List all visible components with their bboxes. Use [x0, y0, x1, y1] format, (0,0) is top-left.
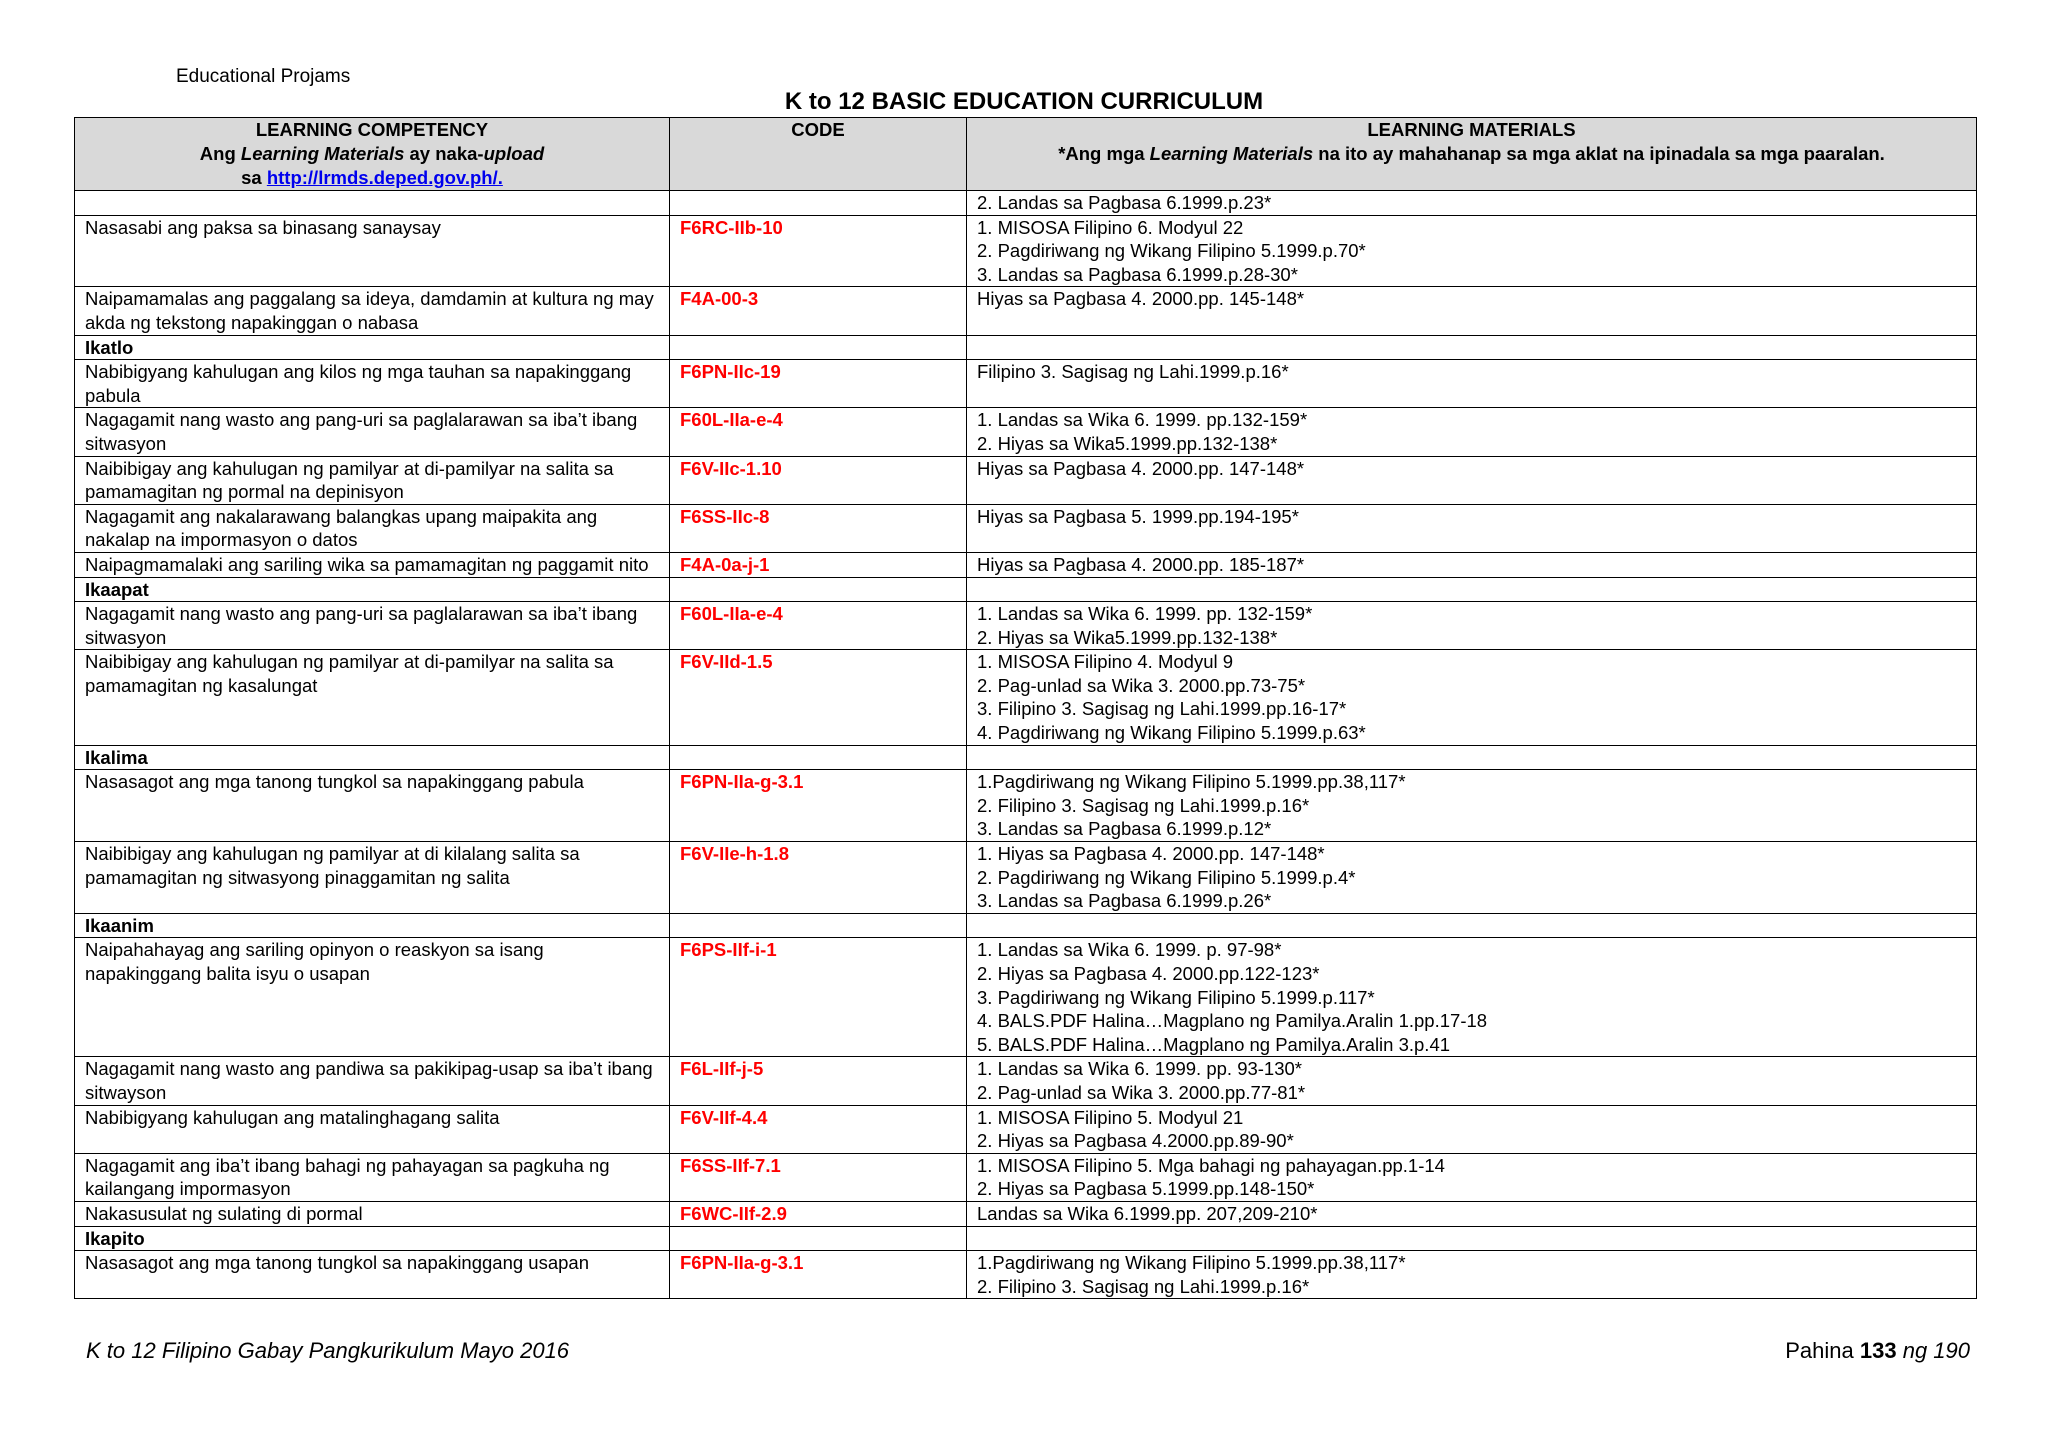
material-item: 3. Landas sa Pagbasa 6.1999.p.26*: [977, 890, 1272, 912]
material-item: 2. Filipino 3. Sagisag ng Lahi.1999.p.16*: [977, 794, 1310, 816]
competency-cell: Nabibigyang kahulugan ang matalinghagang salita: [75, 1105, 670, 1153]
table-row: [75, 650, 1977, 745]
material-item: Filipino 3. Sagisag ng Lahi.1999.p.16*: [977, 361, 1289, 383]
materials-cell: [967, 215, 1977, 287]
materials-cell: [967, 552, 1977, 577]
material-item: 1. Landas sa Wika 6. 1999. pp. 93-130*: [977, 1058, 1302, 1080]
material-item: 1. Landas sa Wika 6. 1999. p. 97-98*: [977, 939, 1282, 961]
code-cell: F6RC-IIb-10: [670, 215, 967, 287]
section-label: Ikapito: [75, 1226, 670, 1251]
table-row: [75, 602, 1977, 650]
material-item: 2. Hiyas sa Pagbasa 4. 2000.pp.122-123*: [977, 963, 1320, 984]
table-row: [75, 770, 1977, 842]
competency-cell: Naipamamalas ang paggalang sa ideya, damdamin at kultura ng may akda ng tekstong napakinggan o nabasa: [75, 287, 670, 335]
section-label: Ikaapat: [75, 577, 670, 602]
materials-cell: [967, 1251, 1977, 1299]
material-item: 1. MISOSA Filipino 5. Mga bahagi ng pahayagan.pp.1-14: [977, 1154, 1445, 1176]
page-number: Pahina 133 ng 190: [1785, 1338, 1970, 1363]
code-cell: F6PN-IIa-g-3.1: [670, 770, 967, 842]
code-cell: F60L-IIa-e-4: [670, 408, 967, 456]
material-item: 3. Pagdiriwang ng Wikang Filipino 5.1999.p.117*: [977, 986, 1375, 1008]
competency-cell: [75, 191, 670, 216]
page-title: K to 12 BASIC EDUCATION CURRICULUM: [784, 88, 1264, 115]
material-item: 2. Hiyas sa Wika5.1999.pp.132-138*: [977, 432, 1278, 454]
table-row: [75, 408, 1977, 456]
competency-cell: Nagagamit nang wasto ang pang-uri sa paglalarawan sa iba’t ibang sitwasyon: [75, 408, 670, 456]
table-row: [75, 215, 1977, 287]
materials-cell: [967, 842, 1977, 914]
code-cell: F6V-IIf-4.4: [670, 1105, 967, 1153]
section-row: [75, 1226, 1977, 1251]
competency-cell: Naibibigay ang kahulugan ng pamilyar at di-pamilyar na salita sa pamamagitan ng kasalungat: [75, 650, 670, 745]
code-cell: F6V-IIe-h-1.8: [670, 842, 967, 914]
table-row: [75, 191, 1977, 216]
competency-cell: Nasasagot ang mga tanong tungkol sa napakinggang usapan: [75, 1251, 670, 1299]
materials-cell: [967, 287, 1977, 335]
material-item: 2. Hiyas sa Wika5.1999.pp.132-138*: [977, 626, 1278, 648]
materials-cell: [967, 504, 1977, 552]
material-item: 4. BALS.PDF Halina…Magplano ng Pamilya.Aralin 1.pp.17-18: [977, 1010, 1488, 1032]
competency-cell: Naibibigay ang kahulugan ng pamilyar at di kilalang salita sa pamamagitan ng sitwasyong pinaggamitan ng salita: [75, 842, 670, 914]
code-cell: F6PS-IIf-i-1: [670, 938, 967, 1057]
table-row: [75, 938, 1977, 1057]
code-cell: [670, 191, 967, 216]
material-item: 2. Landas sa Pagbasa 6.1999.p.23*: [977, 192, 1272, 213]
material-item: 2. Pag-unlad sa Wika 3. 2000.pp.77-81*: [977, 1081, 1306, 1103]
material-item: 1. MISOSA Filipino 5. Modyul 21: [977, 1106, 1244, 1128]
code-cell: F60L-IIa-e-4: [670, 602, 967, 650]
code-cell: F6WC-IIf-2.9: [670, 1201, 967, 1226]
table-body: [75, 191, 1977, 1299]
table-row: [75, 1251, 1977, 1299]
table-row: [75, 456, 1977, 504]
section-code-empty: [670, 913, 967, 938]
section-materials-empty: [967, 1226, 1977, 1251]
code-cell: F6V-IIc-1.10: [670, 456, 967, 504]
material-item: Hiyas sa Pagbasa 4. 2000.pp. 147-148*: [977, 457, 1305, 479]
table-header-row: [75, 118, 1977, 191]
header-code: CODE: [670, 118, 967, 191]
competency-cell: Nagagamit nang wasto ang pandiwa sa pakikipag-usap sa iba’t ibang sitwayson: [75, 1057, 670, 1105]
material-item: Hiyas sa Pagbasa 4. 2000.pp. 185-187*: [977, 553, 1305, 575]
material-item: 2. Hiyas sa Pagbasa 4.2000.pp.89-90*: [977, 1130, 1294, 1152]
material-item: 5. BALS.PDF Halina…Magplano ng Pamilya.Aralin 3.p.41: [977, 1033, 1451, 1055]
competency-cell: Nabibigyang kahulugan ang kilos ng mga tauhan sa napakinggang pabula: [75, 360, 670, 408]
material-item: 2. Hiyas sa Pagbasa 5.1999.pp.148-150*: [977, 1178, 1315, 1200]
section-label: Ikalima: [75, 745, 670, 770]
material-item: 3. Landas sa Pagbasa 6.1999.p.12*: [977, 818, 1272, 840]
section-materials-empty: [967, 335, 1977, 360]
material-item: 3. Filipino 3. Sagisag ng Lahi.1999.pp.16-17*: [977, 698, 1347, 720]
section-code-empty: [670, 745, 967, 770]
section-row: [75, 335, 1977, 360]
code-cell: F6PN-IIa-g-3.1: [670, 1251, 967, 1299]
material-item: 4. Pagdiriwang ng Wikang Filipino 5.1999.p.63*: [977, 722, 1366, 744]
competency-cell: Naipagmamalaki ang sariling wika sa pamamagitan ng paggamit nito: [75, 552, 670, 577]
materials-cell: [967, 456, 1977, 504]
competency-cell: Nagagamit nang wasto ang pang-uri sa paglalarawan sa iba’t ibang sitwasyon: [75, 602, 670, 650]
material-item: 1. MISOSA Filipino 4. Modyul 9: [977, 651, 1234, 673]
table-row: [75, 360, 1977, 408]
table-row: [75, 1105, 1977, 1153]
materials-cell: [967, 650, 1977, 745]
material-item: 1. Landas sa Wika 6. 1999. pp.132-159*: [977, 409, 1308, 431]
competency-cell: Nagagamit ang nakalarawang balangkas upang maipakita ang nakalap na impormasyon o datos: [75, 504, 670, 552]
material-item: Landas sa Wika 6.1999.pp. 207,209-210*: [977, 1202, 1318, 1224]
section-materials-empty: [967, 745, 1977, 770]
section-materials-empty: [967, 913, 1977, 938]
section-row: [75, 577, 1977, 602]
materials-cell: [967, 602, 1977, 650]
code-cell: F6SS-IIc-8: [670, 504, 967, 552]
code-cell: F6V-IId-1.5: [670, 650, 967, 745]
material-item: 1.Pagdiriwang ng Wikang Filipino 5.1999.pp.38,117*: [977, 1252, 1406, 1274]
table-row: [75, 842, 1977, 914]
footer-title: K to 12 Filipino Gabay Pangkurikulum Mayo 2016: [86, 1338, 570, 1363]
code-cell: F4A-00-3: [670, 287, 967, 335]
section-code-empty: [670, 1226, 967, 1251]
code-cell: F6PN-IIc-19: [670, 360, 967, 408]
curriculum-table: [74, 117, 1977, 1299]
table-row: [75, 287, 1977, 335]
materials-cell: [967, 408, 1977, 456]
section-row: [75, 913, 1977, 938]
header-small-text: Educational Projams: [176, 66, 351, 87]
section-label: Ikaanim: [75, 913, 670, 938]
materials-cell: [967, 1153, 1977, 1201]
table-row: [75, 552, 1977, 577]
material-item: Hiyas sa Pagbasa 5. 1999.pp.194-195*: [977, 505, 1299, 527]
material-item: 1.Pagdiriwang ng Wikang Filipino 5.1999.pp.38,117*: [977, 771, 1406, 793]
competency-cell: Nasasagot ang mga tanong tungkol sa napakinggang pabula: [75, 770, 670, 842]
section-code-empty: [670, 577, 967, 602]
code-cell: F4A-0a-j-1: [670, 552, 967, 577]
code-cell: F6L-IIf-j-5: [670, 1057, 967, 1105]
code-cell: F6SS-IIf-7.1: [670, 1153, 967, 1201]
competency-cell: Nasasabi ang paksa sa binasang sanaysay: [75, 215, 670, 287]
competency-cell: Naipahahayag ang sariling opinyon o reaskyon sa isang napakinggang balita isyu o usapan: [75, 938, 670, 1057]
table-row: [75, 1153, 1977, 1201]
materials-cell: [967, 938, 1977, 1057]
material-item: Hiyas sa Pagbasa 4. 2000.pp. 145-148*: [977, 288, 1305, 310]
material-item: 2. Filipino 3. Sagisag ng Lahi.1999.p.16*: [977, 1275, 1310, 1297]
competency-cell: Nakasusulat ng sulating di pormal: [75, 1201, 670, 1226]
header-competency: LEARNING COMPETENCY Ang Learning Materials ay naka-upload sa http://lrmds.deped.gov.ph/.: [75, 118, 670, 191]
section-materials-empty: [967, 577, 1977, 602]
table-row: [75, 1201, 1977, 1226]
materials-cell: [967, 770, 1977, 842]
material-item: 2. Pag-unlad sa Wika 3. 2000.pp.73-75*: [977, 674, 1306, 696]
materials-cell: [967, 191, 1977, 216]
materials-cell: [967, 1057, 1977, 1105]
material-item: 1. MISOSA Filipino 6. Modyul 22: [977, 216, 1244, 238]
materials-cell: [967, 360, 1977, 408]
competency-cell: Nagagamit ang iba’t ibang bahagi ng pahayagan sa pagkuha ng kailangang impormasyon: [75, 1153, 670, 1201]
section-row: [75, 745, 1977, 770]
section-label: Ikatlo: [75, 335, 670, 360]
material-item: 2. Pagdiriwang ng Wikang Filipino 5.1999.p.70*: [977, 240, 1366, 262]
materials-cell: [967, 1201, 1977, 1226]
materials-cell: [967, 1105, 1977, 1153]
material-item: 3. Landas sa Pagbasa 6.1999.p.28-30*: [977, 263, 1298, 285]
table-row: [75, 1057, 1977, 1105]
header-materials: LEARNING MATERIALS *Ang mga Learning Materials na ito ay mahahanap sa mga aklat na ipinadala sa mga paaralan.: [967, 118, 1977, 191]
competency-cell: Naibibigay ang kahulugan ng pamilyar at di-pamilyar na salita sa pamamagitan ng pormal na depinisyon: [75, 456, 670, 504]
material-item: 1. Hiyas sa Pagbasa 4. 2000.pp. 147-148*: [977, 843, 1325, 865]
table-row: [75, 504, 1977, 552]
material-item: 1. Landas sa Wika 6. 1999. pp. 132-159*: [977, 603, 1313, 625]
lrmds-link[interactable]: http://lrmds.deped.gov.ph/.: [266, 167, 503, 188]
section-code-empty: [670, 335, 967, 360]
material-item: 2. Pagdiriwang ng Wikang Filipino 5.1999.p.4*: [977, 866, 1356, 888]
